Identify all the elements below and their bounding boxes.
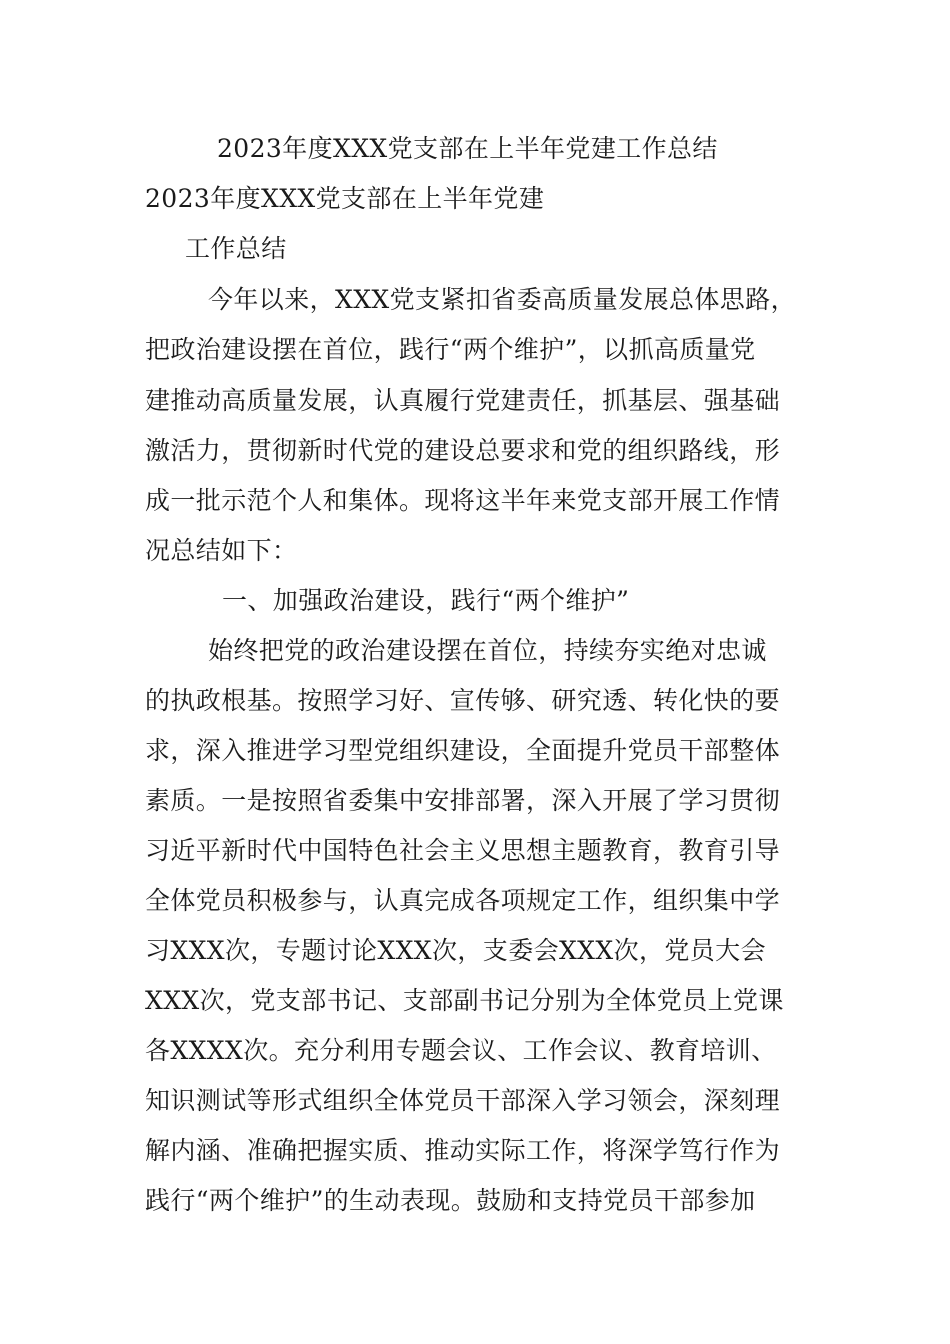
body-line: 况总结如下：	[145, 536, 298, 565]
body-line: 今年以来，XXX党支紧扣省委高质量发展总体思路，	[208, 285, 796, 314]
body-line: 建推动高质量发展，认真履行党建责任，抓基层、强基础	[145, 386, 781, 415]
body-line: 激活力，贯彻新时代党的建设总要求和党的组织路线，形	[145, 436, 781, 465]
body-line: 知识测试等形式组织全体党员干部深入学习领会，深刻理	[145, 1086, 781, 1115]
body-line: 全体党员积极参与，认真完成各项规定工作，组织集中学	[145, 886, 781, 915]
body-line: 解内涵、准确把握实质、推动实际工作，将深学笃行作为	[145, 1136, 781, 1165]
body-line: 始终把党的政治建设摆在首位，持续夯实绝对忠诚	[208, 636, 767, 665]
document-title: 2023年度XXX党支部在上半年党建工作总结	[217, 134, 718, 163]
document-subtitle-line-1: 2023年度XXX党支部在上半年党建	[145, 184, 545, 213]
body-line: 习XXX次，专题讨论XXX次，支委会XXX次，党员大会	[145, 936, 766, 965]
body-line: 素质。一是按照省委集中安排部署，深入开展了学习贯彻	[145, 786, 781, 815]
body-line: 成一批示范个人和集体。现将这半年来党支部开展工作情	[145, 486, 781, 515]
body-line: 的执政根基。按照学习好、宣传够、研究透、转化快的要	[145, 686, 781, 715]
body-line: 践行“两个维护”的生动表现。鼓励和支持党员干部参加	[145, 1186, 756, 1215]
body-line: 习近平新时代中国特色社会主义思想主题教育，教育引导	[145, 836, 781, 865]
document-subtitle-line-2: 工作总结	[185, 234, 287, 263]
body-line: 求，深入推进学习型党组织建设，全面提升党员干部整体	[145, 736, 781, 765]
body-line: 各XXXX次。充分利用专题会议、工作会议、教育培训、	[145, 1036, 777, 1065]
body-line: 把政治建设摆在首位，践行“两个维护”，以抓高质量党	[145, 335, 756, 364]
body-line: XXX次，党支部书记、支部副书记分别为全体党员上党课	[145, 986, 784, 1015]
section-heading: 一、加强政治建设，践行“两个维护”	[222, 586, 630, 615]
